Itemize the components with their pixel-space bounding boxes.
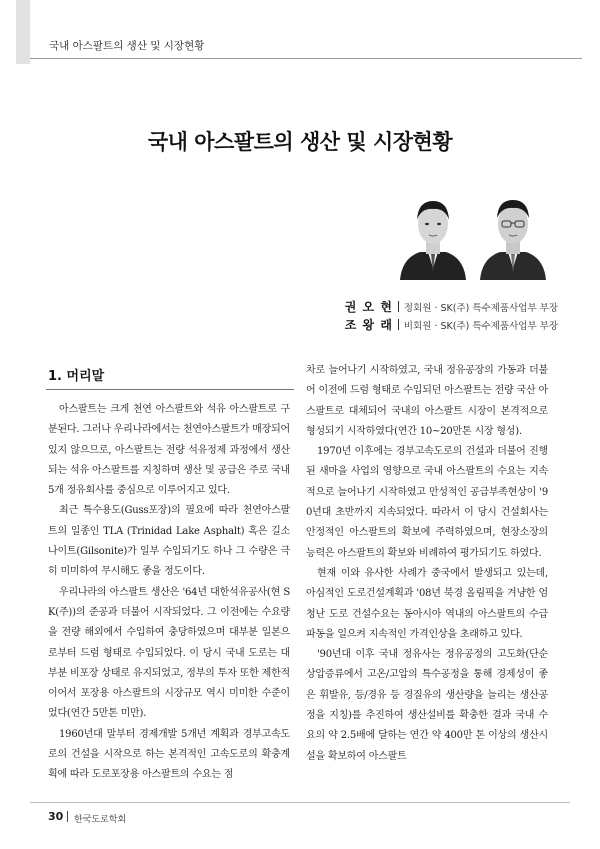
- author-photo-1: [398, 188, 468, 280]
- author-photo-2: [478, 188, 548, 280]
- footer-rule: [30, 802, 570, 803]
- running-head-rule: [30, 58, 582, 59]
- journal-name: 한국도로학회: [74, 815, 127, 825]
- body-column-right: [306, 361, 548, 767]
- author-2: [345, 316, 558, 333]
- paragraph: '90년대 이후 국내 정유사는 정유공정의 고도화(단순 상압증류에서 고온/고압의 특수공정을 통해 경제성이 좋은 휘발유, 등/경유 등 경질유의 생산량을 늘리는 생산공정을 지칭)를 추진하여 생산설비를 확충한 결과 국내 수요의 약 2.5배에 달하는 연간 약 400만 톤 이상의 생산시설을 확보하여 아스팔트: [306, 649, 548, 762]
- footer-divider: [67, 811, 68, 822]
- author-divider: [398, 301, 399, 312]
- section-heading: 1. 머리말: [48, 369, 105, 384]
- author-name: 권 오 현: [344, 300, 393, 314]
- paragraph: 최근 특수용도(Guss포장)의 필요에 따라 천연아스팔트의 일종인 TLA (Trinidad Lake Asphalt) 혹은 길소나이트(Gilsonite)가 일부 수입되기도 하나 그 수량은 극히 미미하여 무시해도 좋을 정도이다.: [48, 505, 290, 578]
- author-affiliation: 정회원 · SK(주) 특수제품사업부 부장: [403, 302, 558, 314]
- paragraph: 1970년 이후에는 경부고속도로의 건설과 더불어 진행된 새마을 사업의 영향으로 국내 아스팔트의 수요는 지속적으로 늘어나기 시작하였고 만성적인 공급부족현상이 '90년대 초반까지 지속되었다. 따라서 이 당시 건설회사는 안정적인 아스팔트의 확보에 주력하였으며, 현장소장의 능력은 아스팔트의 확보와 비례하여 평가되기도 하였다.: [306, 446, 548, 559]
- paragraph: 차로 늘어나기 시작하였고, 국내 정유공장의 가동과 더불어 이전에 드럼 형태로 수입되던 아스팔트는 전량 국산 아스팔트로 대체되어 국내의 아스팔트 시장이 본격적으로 형성되기 시작하였다(연간 10~20만톤 시장 형성).: [306, 365, 548, 437]
- author-affiliation: 비회원 · SK(주) 특수제품사업부 부장: [403, 320, 558, 332]
- author-name: 조 왕 래: [344, 318, 393, 332]
- paragraph: 우리나라의 아스팔트 생산은 '64년 대한석유공사(현 SK(주))의 준공과 더불어 시작되었다. 그 이전에는 수요량을 전량 해외에서 수입하여 충당하였으며 대부분 일본으로부터 드럼 형태로 수입되었다. 이 당시 국내 도로는 대부분 비포장 상태로 유지되었고, 정부의 투자 또한 제한적이어서 포장용 아스팔트의 시장규모 역시 미미한 수준이었다(연간 5만톤 미만).: [48, 586, 290, 720]
- paragraph: 1960년대 말부터 경제개발 5개년 계획과 경부고속도로의 건설을 시작으로 하는 본격적인 고속도로의 확충계획에 따라 도로포장용 아스팔트의 수요는 점: [48, 728, 290, 781]
- author-divider: [398, 319, 399, 330]
- author-1: [345, 298, 558, 315]
- article-title: 국내 아스팔트의 생산 및 시장현황: [147, 130, 453, 154]
- section-rule: [46, 389, 294, 390]
- paragraph: 현재 이와 유사한 사례가 중국에서 발생되고 있는데, 아심적인 도로건설계획과 '08년 북경 올림픽을 겨냥한 엄청난 도로 건설수요는 동아시아 역내의 아스팔트의 수급파동을 일으켜 지속적인 가격인상을 초래하고 있다.: [306, 567, 548, 640]
- running-head-title: 국내 아스팔트의 생산 및 시장현황: [49, 40, 205, 52]
- paragraph: 아스팔트는 크게 천연 아스팔트와 석유 아스팔트로 구분된다. 그러나 우리나라에서는 천연아스팔트가 매장되어 있지 않으므로, 아스팔트는 전량 석유정제 과정에서 생산되는 석유 아스팔트를 지칭하며 생산 및 공급은 주로 국내 5개 정유회사를 중심으로 이루어지고 있다.: [48, 404, 290, 497]
- page-number: 30: [48, 810, 64, 823]
- body-column-left: [48, 400, 290, 786]
- running-head-tab: [16, 0, 30, 64]
